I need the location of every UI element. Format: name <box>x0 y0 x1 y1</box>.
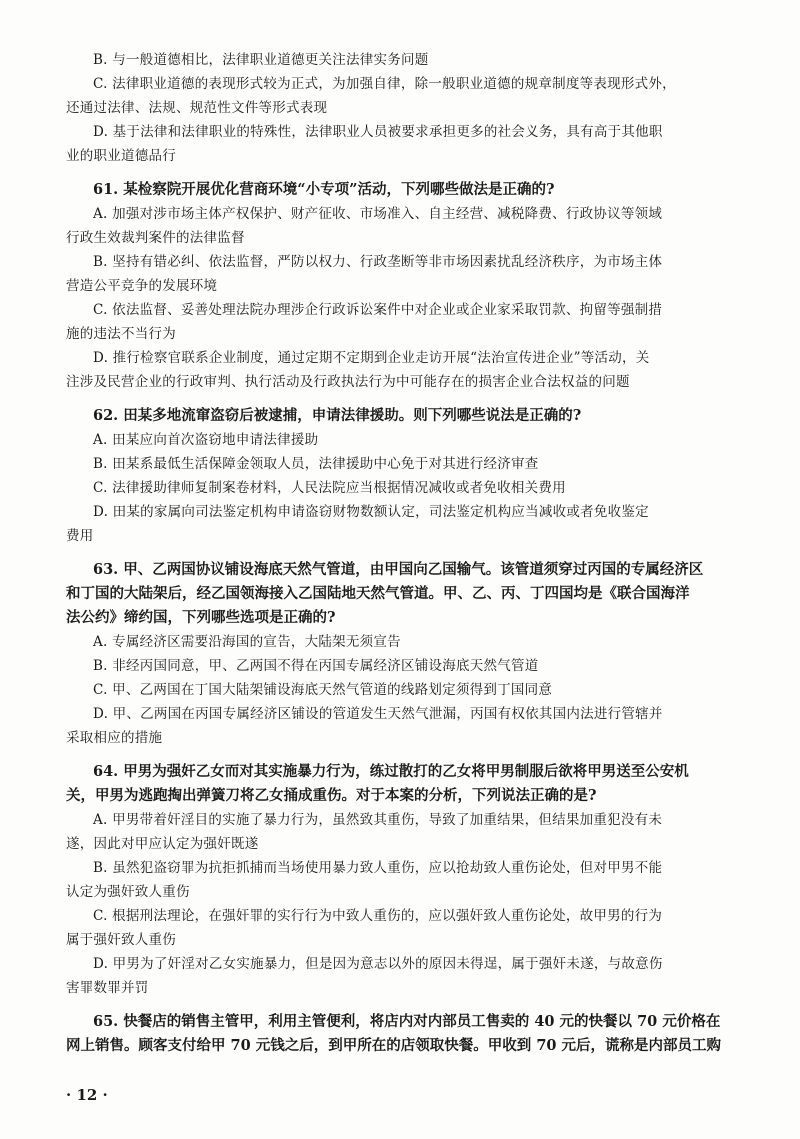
question-stem: 65. 快餐店的销售主管甲，利用主管便利，将店内对内部员工售卖的 40 元的快餐以 70 元价格在 <box>93 1013 721 1030</box>
answer-option-continued: 注涉及民营企业的行政审判、执行活动及行政执法行为中可能存在的损害企业合法权益的问题 <box>66 374 630 390</box>
answer-option: D. 推行检察官联系企业制度，通过定期不定期到企业走访开展“法治宣传进企业”等活动，关 <box>93 350 650 366</box>
answer-option-continued: 遂，因此对甲应认定为强奸既遂 <box>66 836 259 852</box>
question-stem-continued: 关，甲男为逃跑掏出弹簧刀将乙女捅成重伤。对于本案的分析，下列说法正确的是? <box>66 787 597 804</box>
answer-option-continued: 属于强奸致人重伤 <box>66 932 176 948</box>
answer-option: A. 加强对涉市场主体产权保护、财产征收、市场准入、自主经营、减税降费、行政协议等领域 <box>93 206 663 222</box>
answer-option: B. 与一般道德相比，法律职业道德更关注法律实务问题 <box>93 52 429 68</box>
answer-option-continued: 施的违法不当行为 <box>66 326 176 342</box>
answer-option: D. 田某的家属向司法鉴定机构申请盗窃财物数额认定，司法鉴定机构应当减收或者免收鉴定 <box>93 504 649 520</box>
answer-option: B. 非经丙国同意，甲、乙两国不得在丙国专属经济区铺设海底天然气管道 <box>93 658 539 674</box>
question-stem: 62. 田某多地流窜盗窃后被逮捕，申请法律援助。则下列哪些说法是正确的? <box>93 407 582 424</box>
answer-option: C. 法律职业道德的表现形式较为正式，为加强自律，除一般职业道德的规章制度等表现形式外， <box>93 76 676 92</box>
answer-option: C. 法律援助律师复制案卷材料，人民法院应当根据情况减收或者免收相关费用 <box>93 480 566 496</box>
page-number: · 12 · <box>66 1086 108 1104</box>
question-stem: 61. 某检察院开展优化营商环境“小专项”活动，下列哪些做法是正确的? <box>93 181 555 198</box>
question-stem: 64. 甲男为强奸乙女而对其实施暴力行为，练过散打的乙女将甲男制服后欲将甲男送至公安机 <box>93 763 689 780</box>
question-stem-continued: 网上销售。顾客支付给甲 70 元钱之后，到甲所在的店领取快餐。甲收到 70 元后，谎称是内部员工购 <box>66 1037 722 1054</box>
answer-option-continued: 营造公平竞争的发展环境 <box>66 278 218 294</box>
answer-option: D. 甲、乙两国在丙国专属经济区铺设的管道发生天然气泄漏，丙国有权依其国内法进行管辖并 <box>93 706 663 722</box>
question-stem-continued: 和丁国的大陆架后，经乙国领海接入乙国陆地天然气管道。甲、乙、丙、丁四国均是《联合国海洋 <box>66 585 690 602</box>
answer-option: B. 虽然犯盗窃罪为抗拒抓捕而当场使用暴力致人重伤，应以抢劫致人重伤论处，但对甲男不能 <box>93 860 663 876</box>
answer-option-continued: 还通过法律、法规、规范性文件等形式表现 <box>66 100 328 116</box>
answer-option-continued: 害罪数罪并罚 <box>66 980 149 996</box>
answer-option: C. 甲、乙两国在丁国大陆架铺设海底天然气管道的线路划定须得到丁国同意 <box>93 682 553 698</box>
answer-option-continued: 行政生效裁判案件的法律监督 <box>66 230 245 246</box>
answer-option: A. 甲男带着奸淫目的实施了暴力行为，虽然致其重伤，导致了加重结果，但结果加重犯没有未 <box>93 812 663 828</box>
answer-option: B. 坚持有错必纠、依法监督，严防以权力、行政垄断等非市场因素扰乱经济秩序，为市场主体 <box>93 254 663 270</box>
answer-option: B. 田某系最低生活保障金领取人员，法律援助中心免于对其进行经济审查 <box>93 456 539 472</box>
answer-option: A. 专属经济区需要沿海国的宣告，大陆架无须宣告 <box>93 634 401 650</box>
question-stem-continued: 法公约》缔约国，下列哪些选项是正确的? <box>66 609 336 626</box>
question-stem: 63. 甲、乙两国协议铺设海底天然气管道，由甲国向乙国输气。该管道须穿过丙国的专属经济区 <box>93 561 704 578</box>
page-content <box>66 50 746 1060</box>
answer-option: C. 根据刑法理论，在强奸罪的实行行为中致人重伤的，应以强奸致人重伤论处，故甲男的行为 <box>93 908 663 924</box>
answer-option: A. 田某应向首次盗窃地申请法律援助 <box>93 432 319 448</box>
answer-option-continued: 业的职业道德品行 <box>66 148 176 164</box>
answer-option-continued: 采取相应的措施 <box>66 730 163 746</box>
answer-option: C. 依法监督、妥善处理法院办理涉企行政诉讼案件中对企业或企业家采取罚款、拘留等强制措 <box>93 302 663 318</box>
answer-option-continued: 费用 <box>66 528 94 544</box>
answer-option: D. 甲男为了奸淫对乙女实施暴力，但是因为意志以外的原因未得逞，属于强奸未遂，与故意伤 <box>93 956 663 972</box>
answer-option-continued: 认定为强奸致人重伤 <box>66 884 190 900</box>
answer-option: D. 基于法律和法律职业的特殊性，法律职业人员被要求承担更多的社会义务，具有高于其他职 <box>93 124 663 140</box>
